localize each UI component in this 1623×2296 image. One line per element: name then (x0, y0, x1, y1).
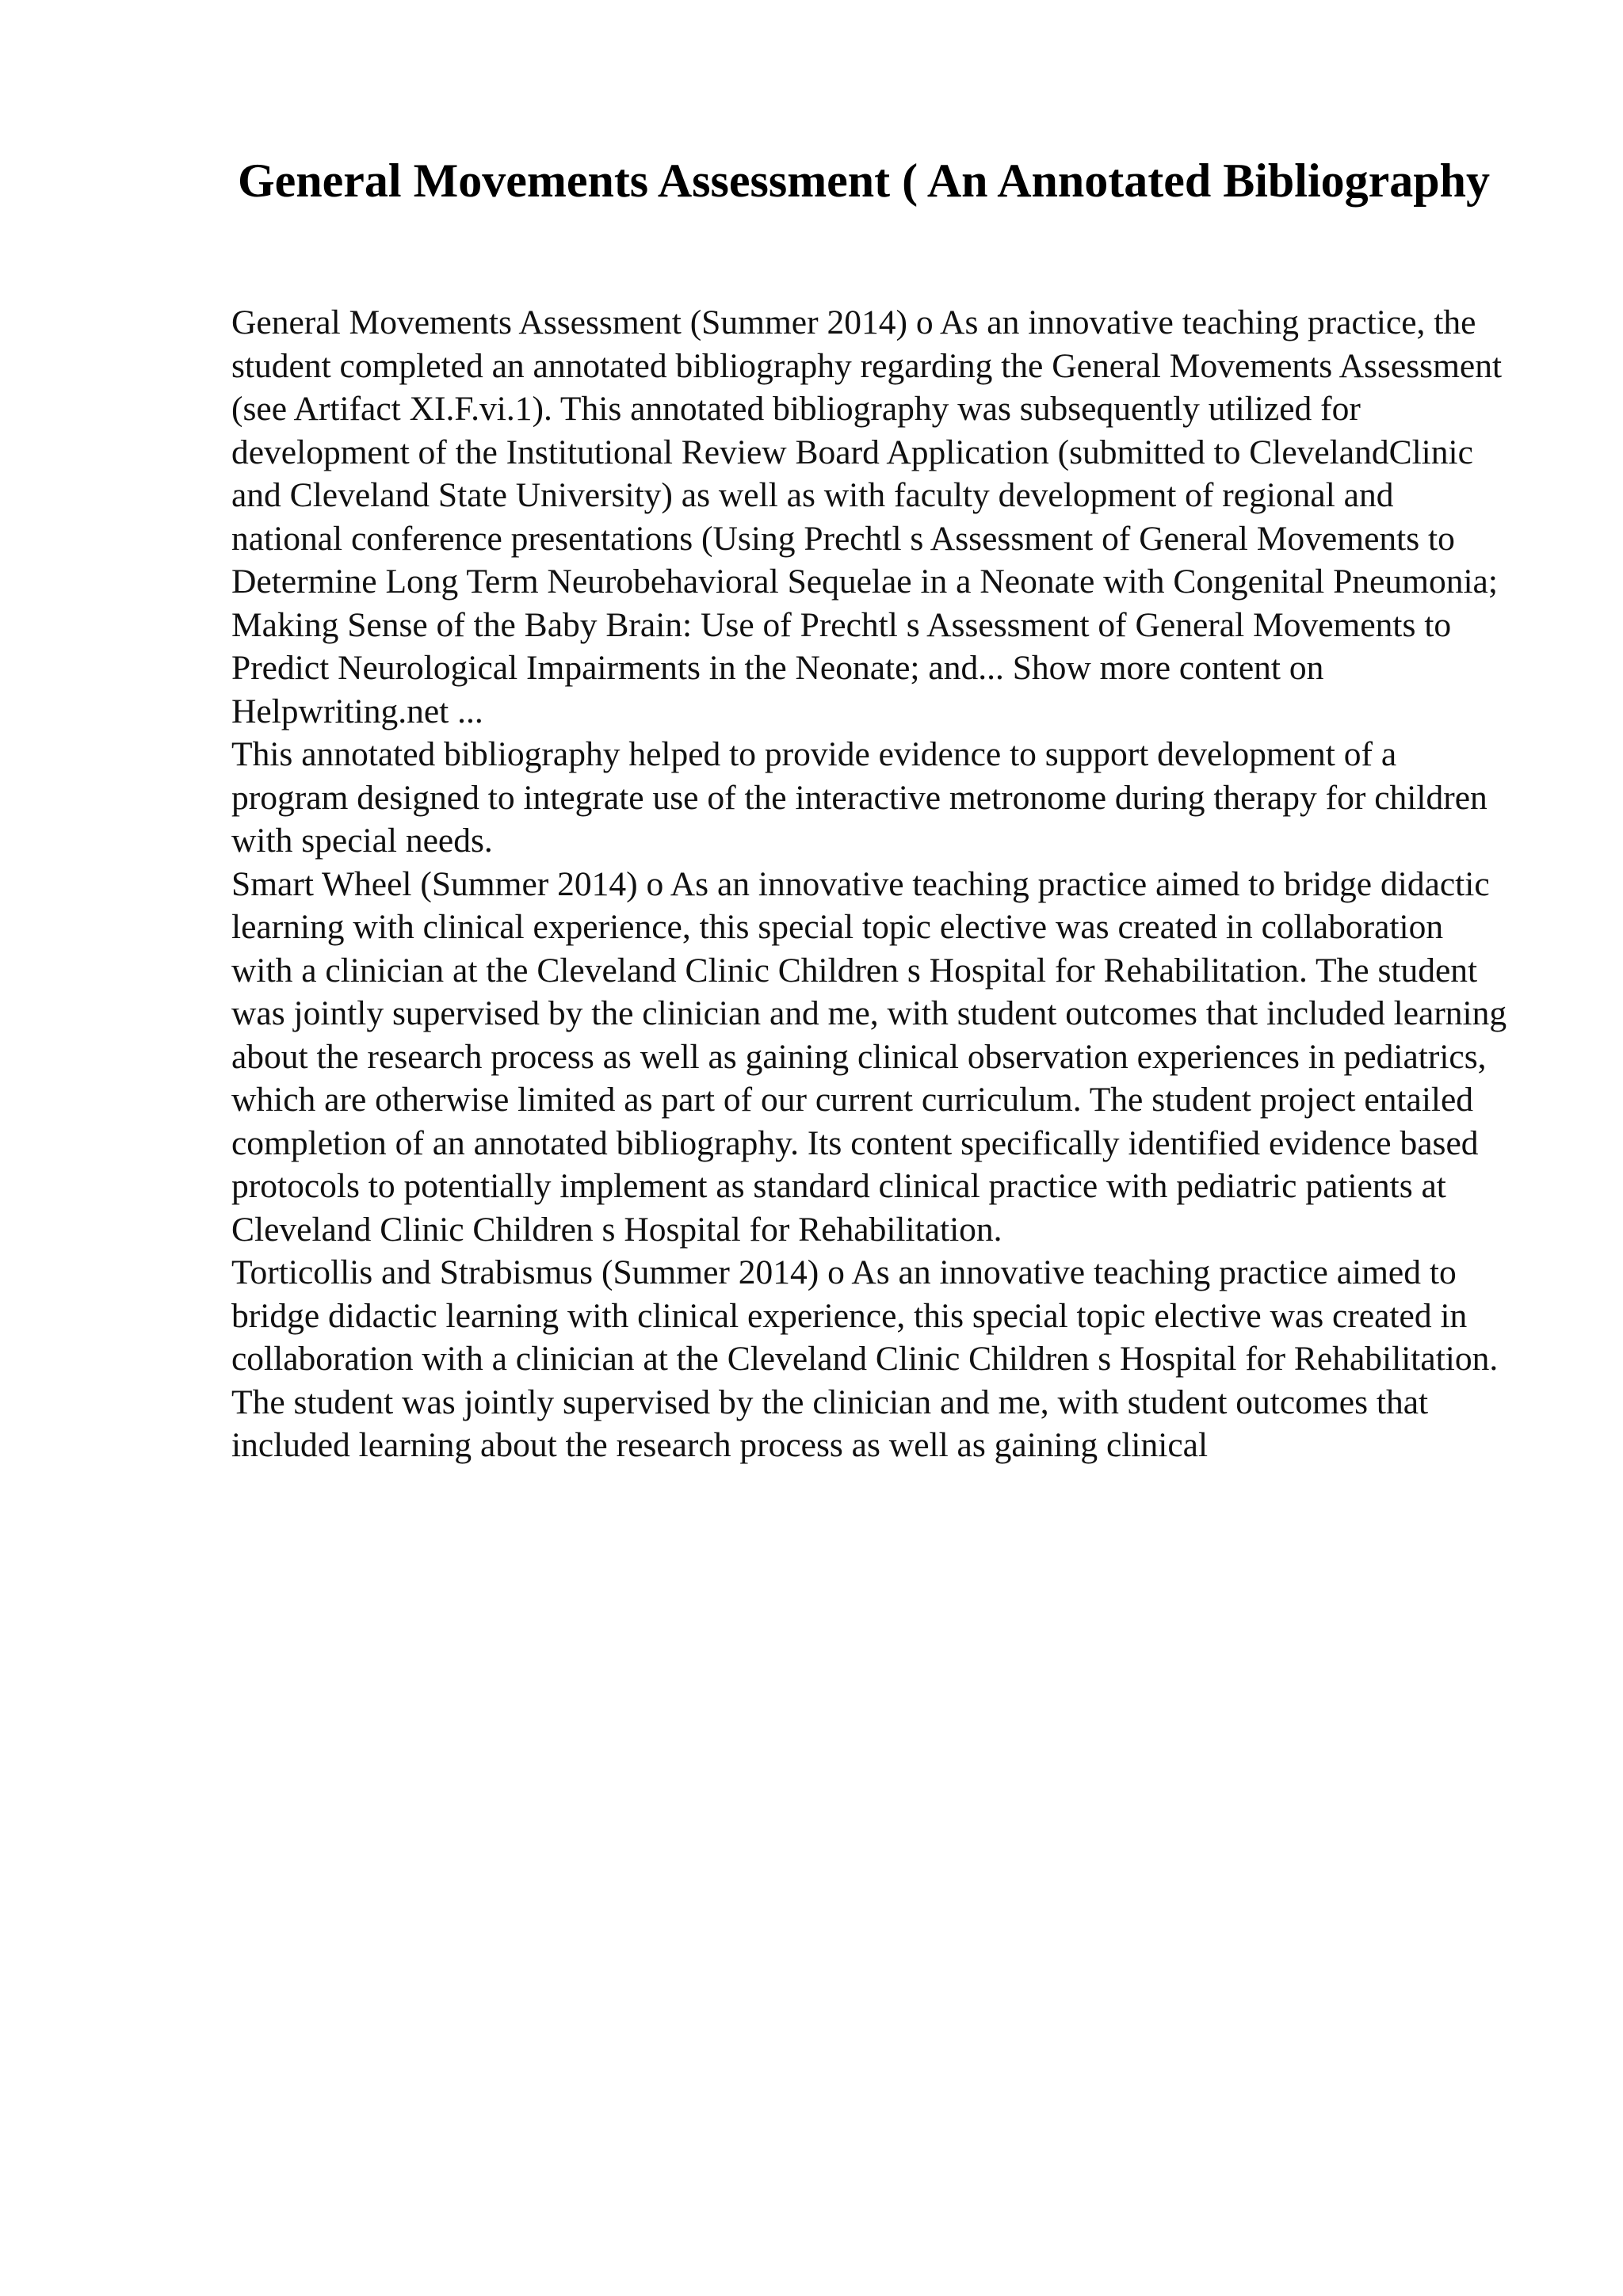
paragraph-annotated-bibliography: This annotated bibliography helped to provide evidence to support development of a program designed to integrate use of the interactive metronome during therapy for children with special needs. (231, 735, 1487, 860)
document-title: General Movements Assessment ( An Annotated Bibliography (237, 154, 1491, 207)
paragraph-smart-wheel: Smart Wheel (Summer 2014) o As an innovative teaching practice aimed to bridge didactic learning with clinical experience, this special topic elective was created in collaboration with a clinician at the Cleveland Clinic Children s Hospital for Rehabilitation. The student was jointly supervised by the clinician and me, with student outcomes that included learning about the research process as well as gaining clinical observation experiences in pediatrics, which are otherwise limited as part of our current curriculum. The student project entailed completion of an annotated bibliography. Its content specifically identified evidence based protocols to potentially implement as standard clinical practice with pediatric patients at Cleveland Clinic Children s Hospital for Rehabilitation. (231, 864, 1507, 1249)
document-body (231, 301, 1507, 1467)
paragraph-general-movements: General Movements Assessment (Summer 2014) o As an innovative teaching practice, the student completed an annotated bibliography regarding the General Movements Assessment (see Artifact XI.F.vi.1). This annotated bibliography was subsequently utilized for development of the Institutional Review Board Application (submitted to ClevelandClinic and Cleveland State University) as well as with faculty development of regional and national conference presentations (Using Prechtl s Assessment of General Movements to Determine Long Term Neurobehavioral Sequelae in a Neonate with Congenital Pneumonia; Making Sense of the Baby Brain: Use of Prechtl s Assessment of General Movements to Predict Neurological Impairments in the Neonate; and... Show more content on Helpwriting.net ... (231, 303, 1503, 730)
paragraph-torticollis: Torticollis and Strabismus (Summer 2014) o As an innovative teaching practice aimed to bridge didactic learning with clinical experience, this special topic elective was created in collaboration with a clinician at the Cleveland Clinic Children s Hospital for Rehabilitation. The student was jointly supervised by the clinician and me, with student outcomes that included learning about the research process as well as gaining clinical (231, 1253, 1499, 1464)
